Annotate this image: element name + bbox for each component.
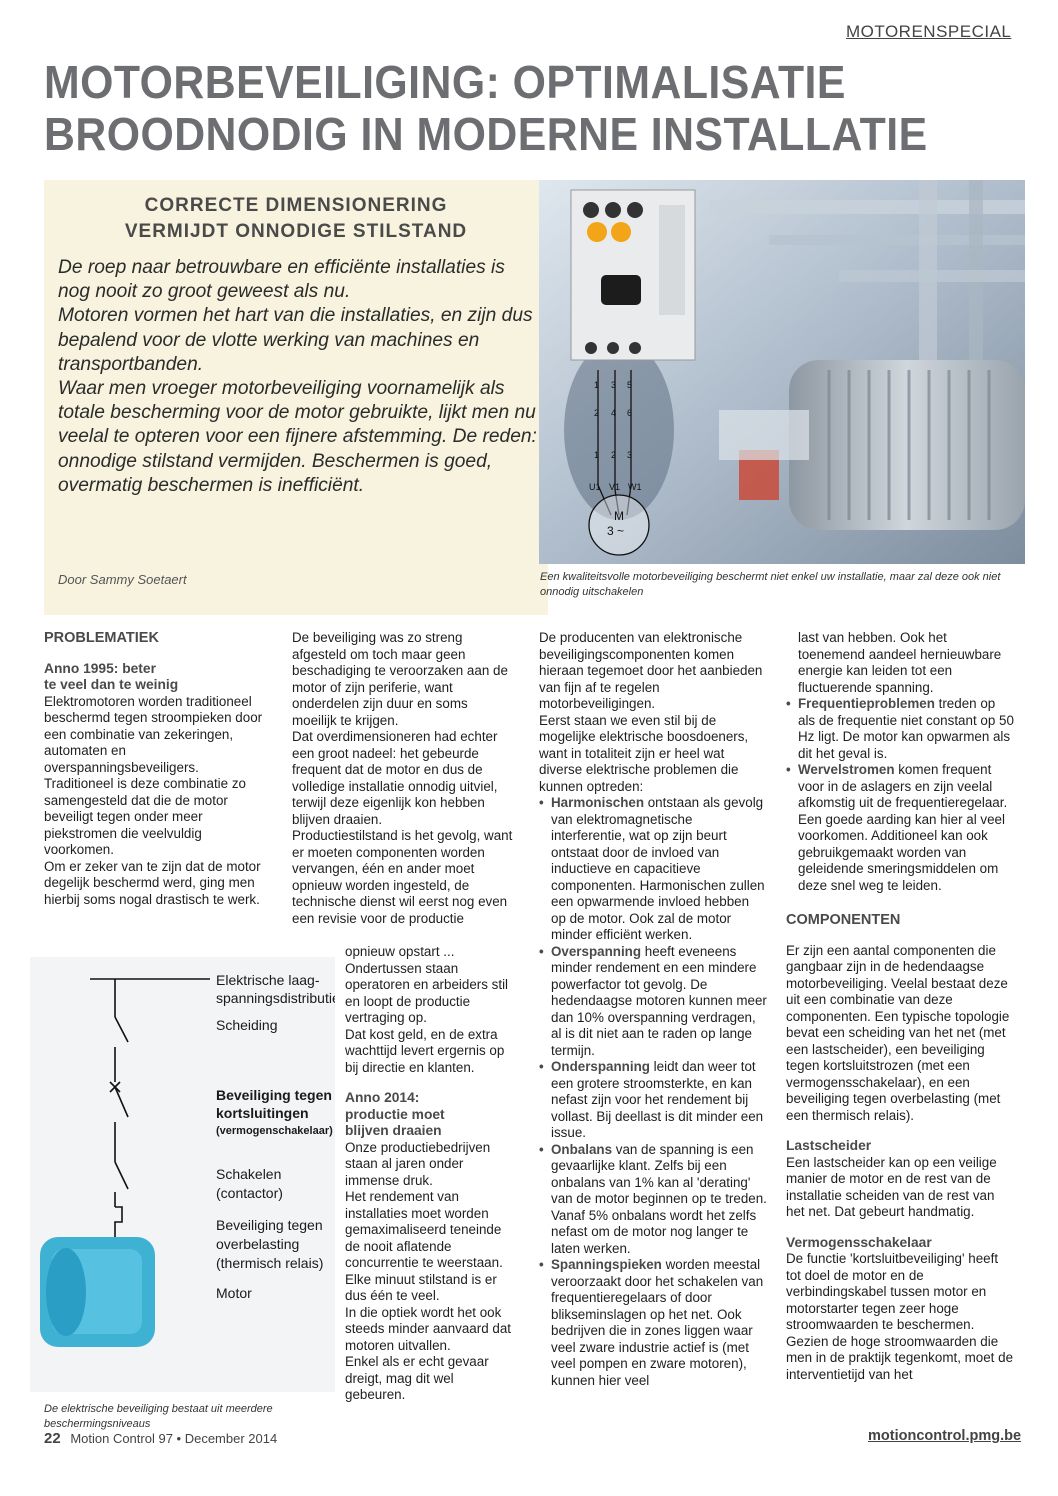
paragraph: De beveiliging was zo streng afgesteld om toch maar geen beschadiging te veroorzaken aan de motor of zijn periferie, want onderdelen zijn duur en soms moeilijk te krijgen.	[292, 630, 508, 728]
lead-paragraph: Waar men vroeger motorbeveiliging voornamelijk als totale bescherming voor de motor gebruikte, lijkt men nu veelal te opteren voor een fijnere afstemming. De reden: onnodige stilstand vermijden. Beschermen is goed, overmatig beschermen is inefficiënt.	[58, 378, 537, 496]
motor-protection-photo	[539, 180, 1025, 564]
paragraph: Om er zeker van te zijn dat de motor degelijk beschermd werd, ging men hierbij soms nogal drastisch te werk.	[44, 858, 261, 907]
paragraph: Eerst staan we even stil bij de mogelijke elektrische boosdoeners, want in totaliteit zijn er heel wat diverse elektrische problemen die kunnen optreden:	[539, 712, 749, 794]
subtitle-line-1: CORRECTE DIMENSIONERING	[144, 195, 448, 216]
diagram-label: overbelasting	[216, 1236, 300, 1252]
column-2-bottom	[345, 944, 517, 1404]
diagram-label: kortsluitingen	[216, 1105, 309, 1121]
bullet-term: Onbalans	[551, 1141, 613, 1157]
title-line-2: BROODNODIG IN MODERNE INSTALLATIE	[44, 108, 928, 160]
bullet-term: Harmonischen	[551, 795, 645, 810]
terminal-label: 5	[627, 380, 633, 390]
paragraph: Traditioneel is deze combinatie zo samengesteld dat die de motor beveiligt tegen onder meer piekstromen die veelvuldig voorkomen.	[44, 776, 246, 857]
bullet-text: worden meestal veroorzaakt door het schakelen van frequentieregelaars of door blikseminslagen op het net. Ook bedrijven die in zones liggen waar veel zware industrie actief is (met veel pompen en zware motoren), kunnen hier veel	[551, 1257, 764, 1388]
subheading: te veel dan te weinig	[44, 677, 179, 692]
diagram-caption: De elektrische beveiliging bestaat uit meerdere beschermingsniveaus	[44, 1403, 273, 1430]
hero-photo	[539, 180, 1025, 564]
diagram-graphic	[30, 957, 335, 1392]
terminal-label: 4	[611, 408, 617, 418]
paragraph: Elke minuut stilstand is er dus één te veel.	[345, 1271, 497, 1303]
paragraph: De producenten van elektronische beveiligingscomponenten komen hieraan tegemoet door het aanbieden van fijn af te regelen motorbeveiligingen.	[539, 630, 763, 711]
intro-lead	[58, 256, 540, 498]
terminal-label: 2	[594, 408, 600, 418]
intro-subtitle	[44, 193, 548, 245]
diagram-label: (contactor)	[216, 1185, 283, 1201]
page-title	[44, 56, 955, 160]
bullet-term: Onderspanning	[551, 1059, 650, 1074]
terminal-label: 1	[594, 450, 600, 460]
section-heading: PROBLEMATIEK	[44, 630, 159, 646]
diagram-label: Scheiding	[216, 1017, 278, 1033]
bullet-item	[539, 1142, 767, 1258]
paragraph: Ondertussen staan operatoren en arbeiders stil en loopt de productie vertraging op.	[345, 960, 509, 1025]
bullet-text: komen frequent voor in de aslagers en zijn veelal afkomstig uit de frequentieregelaar. Een goede aarding kan hier al veel voorkomen. Additioneel kan ook gebruikgemaakt worden van geleidende smeringsmiddelen om deze snel weg te leiden.	[798, 762, 1008, 893]
paragraph: Productiestilstand is het gevolg, want er moeten componenten worden vervangen, één en ander moet opnieuw worden ingesteld, de technische dienst wil eerst nog even een revisie voor de productie	[292, 828, 513, 926]
motor-symbol-phase: 3 ~	[607, 524, 625, 538]
column-2-top	[292, 630, 516, 927]
diagram-label: (vermogenschakelaar)	[216, 1125, 333, 1137]
bullet-term: Frequentieproblemen	[798, 696, 935, 711]
subheading: Anno 1995: beter	[44, 660, 156, 676]
paragraph: Enkel als er echt gevaar dreigt, mag dit wel gebeuren.	[345, 1354, 489, 1402]
lead-paragraph: De roep naar betrouwbare en efficiënte installaties is nog nooit zo groot geweest als nu.	[58, 257, 505, 303]
phase-label: V1	[609, 482, 621, 492]
terminal-label: 3	[627, 450, 633, 460]
subtitle-line-2: VERMIJDT ONNODIGE STILSTAND	[124, 221, 468, 242]
bullet-item	[539, 795, 767, 944]
paragraph: opnieuw opstart ...	[345, 944, 455, 959]
footer-info	[44, 1430, 277, 1447]
subheading: productie moet	[345, 1106, 445, 1122]
column-3	[539, 630, 767, 1389]
title-line-1: MOTORBEVEILIGING: OPTIMALISATIE	[44, 56, 846, 108]
bullet-text: ontstaan als gevolg van elektromagnetische interferentie, wat op zijn beurt ontstaat door de invloed van inductieve en capacitieve componenten. Harmonischen zullen een opwarmende invloed hebben op de motor. Ook zal de motor minder efficiënt werken.	[551, 795, 765, 942]
bullet-text: heeft eveneens minder rendement en een mindere powerfactor tot gevolg. De hedendaagse motoren kunnen meer dan 10% overspanning verdragen, al is dit niet aan te raden op lange termijn.	[551, 943, 767, 1058]
subheading: blijven draaien	[345, 1123, 442, 1138]
terminal-label: 3	[611, 380, 617, 390]
diagram-label: Beveiliging tegen	[216, 1087, 332, 1103]
diagram-label: spanningsdistributie	[216, 990, 335, 1006]
bullet-text: leidt dan weer tot een grotere stroomsterkte, en kan nefast zijn voor het rendement bij vollast. Bij deellast is dit minder een issue.	[551, 1059, 764, 1140]
subheading: Anno 2014:	[345, 1090, 420, 1105]
bullet-item	[786, 696, 1014, 762]
terminal-label: 6	[627, 408, 633, 418]
diagram-label: Motor	[216, 1285, 252, 1301]
phase-label: W1	[628, 482, 642, 492]
diagram-label: (thermisch relais)	[216, 1255, 324, 1271]
bullet-text: treden op als de frequentie niet constant op 50 Hz ligt. De motor kan opwarmen als dit het geval is.	[798, 696, 1014, 761]
subheading: Vermogensschakelaar	[786, 1234, 932, 1250]
section-heading: COMPONENTEN	[786, 912, 901, 928]
protection-levels-diagram	[30, 957, 335, 1392]
lead-paragraph: Motoren vormen het hart van die installaties, en zijn dus bepalend voor de vlotte werking van machines en transportbanden.	[58, 305, 533, 375]
website-link[interactable]: motioncontrol.pmg.be	[868, 1428, 1022, 1444]
bullet-term: Spanningspieken	[551, 1257, 662, 1272]
motor-symbol: M	[614, 509, 624, 523]
terminal-label: 2	[611, 450, 617, 460]
column-4	[786, 630, 1014, 1383]
byline: Door Sammy Soetaert	[58, 572, 187, 587]
diagram-label: Schakelen	[216, 1166, 282, 1182]
paragraph: Elektromotoren worden traditioneel beschermd tegen stroompieken door een combinatie van zekeringen, automaten en overspanningsbeveiligers.	[44, 693, 263, 775]
paragraph: Onze productiebedrijven staan al jaren onder immense druk.	[345, 1139, 491, 1188]
paragraph: Dat kost geld, en de extra wachttijd levert ergernis op bij directie en klanten.	[345, 1026, 505, 1075]
paragraph: Dat overdimensioneren had echter een groot nadeel: het gebeurde frequent dat de motor en dus de volledige installatie onnodig uitviel, terwijl deze eigenlijk kon hebben blijven draaien.	[292, 729, 498, 827]
page-number: 22	[44, 1430, 61, 1447]
bullet-item	[786, 762, 1014, 894]
bullet-term: Wervelstromen	[798, 762, 895, 777]
bullet-item	[539, 944, 767, 1060]
bullet-term: Overspanning	[551, 943, 642, 959]
paragraph: In die optiek wordt het ook steeds minder aanvaard dat motoren uitvallen.	[345, 1304, 511, 1353]
paragraph: last van hebben. Ook het toenemend aandeel hernieuwbare energie kan leiden tot een fluctuerende spanning.	[798, 630, 1002, 695]
paragraph: Er zijn een aantal componenten die gangbaar zijn in de hedendaagse motorbeveiliging. Veelal bestaat deze uit een combinatie van deze componenten. Een typische topologie bevat een scheiding van het net (met een lastscheider), een beveiliging tegen kortsluitstrozen (met een vermogensschakelaar), en een beveiliging tegen overbelasting (met een thermisch relais).	[786, 942, 1010, 1123]
bullet-text: van de spanning is een gevaarlijke klant. Zelfs bij een onbalans van 1% kan al 'derating' van de motor beginnen op te treden. Vanaf 5% onbalans wordt het zelfs nefast om de motor nog langer te laten werken.	[551, 1141, 767, 1256]
paragraph: Gezien de hoge stroomwaarden die men in de praktijk tegenkomt, moet de interventietijd van het	[786, 1333, 1014, 1382]
section-tag: MOTORENSPECIAL	[846, 22, 1012, 41]
diagram-label: Elektrische laag-	[216, 972, 320, 988]
bullet-item	[539, 1059, 767, 1142]
subheading: Lastscheider	[786, 1138, 872, 1153]
diagram-label: Beveiliging tegen	[216, 1217, 323, 1233]
phase-label: U1	[589, 482, 601, 492]
photo-caption: Een kwaliteitsvolle motorbeveiliging beschermt niet enkel uw installatie, maar zal deze ook niet onnodig uitschakelen	[540, 571, 1001, 598]
paragraph: De functie 'kortsluitbeveiliging' heeft tot doel de motor en de verbindingskabel tussen motor en motorstarter tegen zeer hoge stroomwaarden te beschermen.	[786, 1251, 999, 1332]
bullet-item	[539, 1257, 767, 1389]
column-1	[44, 630, 269, 908]
terminal-label: 1	[594, 380, 600, 390]
paragraph: Een lastscheider kan op een veilige manier de motor en de rest van de installatie scheiden van de rest van het net. Dat gebeurt handmatig.	[786, 1154, 997, 1219]
magazine-issue: Motion Control 97 • December 2014	[70, 1431, 278, 1446]
paragraph: Het rendement van installaties moet worden gemaximaliseerd teneinde de nooit aflatende concurrentie te weerstaan.	[345, 1189, 503, 1270]
